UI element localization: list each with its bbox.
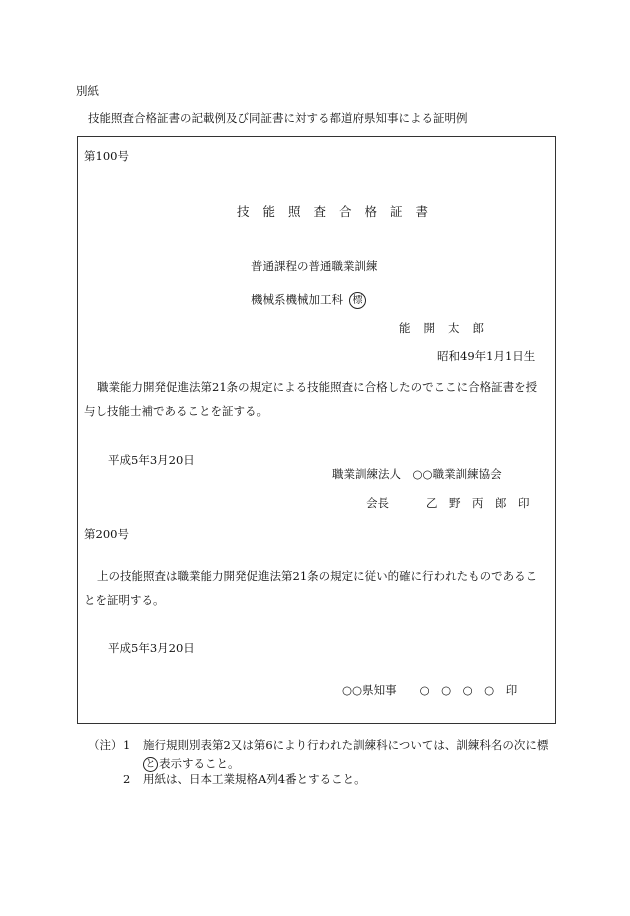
recipient-name: 能開太郎 [399,321,497,335]
note1-number: 1 [123,738,131,752]
note2-number: 2 [123,772,131,786]
note2-text: 用紙は、日本工業規格A列4番とすること。 [143,772,366,786]
note1-line2-wrap [143,757,240,772]
subject-line [251,292,366,309]
proof-body-line1: 上の技能照査は職業能力開発促進法第21条の規定に従い的確に行われたものであるこ [97,569,538,583]
proof-signer: ○○県知事 ○ ○ ○ ○ 印 [342,683,518,697]
course-name: 普通課程の普通職業訓練 [251,259,378,273]
mark-stamp-icon: 標 [349,292,366,309]
attachment-label: 別紙 [76,84,99,98]
header-title: 技能照査合格証書の記載例及び同証書に対する都道府県知事による証明例 [88,111,468,125]
issuer-name: 乙 野 丙 郎 印 [426,496,530,510]
proof-date: 平成5年3月20日 [108,641,195,655]
proof-body-line2: とを証明する。 [84,593,165,607]
note1-line2: 表示すること。 [159,756,240,771]
birth-date: 昭和49年1月1日生 [437,349,536,363]
issue-date: 平成5年3月20日 [108,453,195,467]
proof-number: 第200号 [84,527,129,541]
issuer-title: 会長 [366,496,389,510]
issuer-organization: 職業訓練法人 ○○職業訓練協会 [332,467,502,481]
note1-line1: 施行規則別表第2又は第6により行われた訓練科については、訓練科名の次に標 [143,738,549,752]
subject-name: 機械系機械加工科 [251,292,343,307]
notes-label: （注） [88,738,123,752]
mark-to-icon: と [143,757,158,772]
certificate-body-line1: 職業能力開発促進法第21条の規定による技能照査に合格したのでここに合格証書を授 [97,380,538,394]
certificate-title: 技能照査合格証書 [237,204,442,219]
certificate-body-line2: 与し技能士補であることを証する。 [84,404,268,418]
certificate-frame [77,136,556,724]
certificate-number: 第100号 [84,149,129,163]
